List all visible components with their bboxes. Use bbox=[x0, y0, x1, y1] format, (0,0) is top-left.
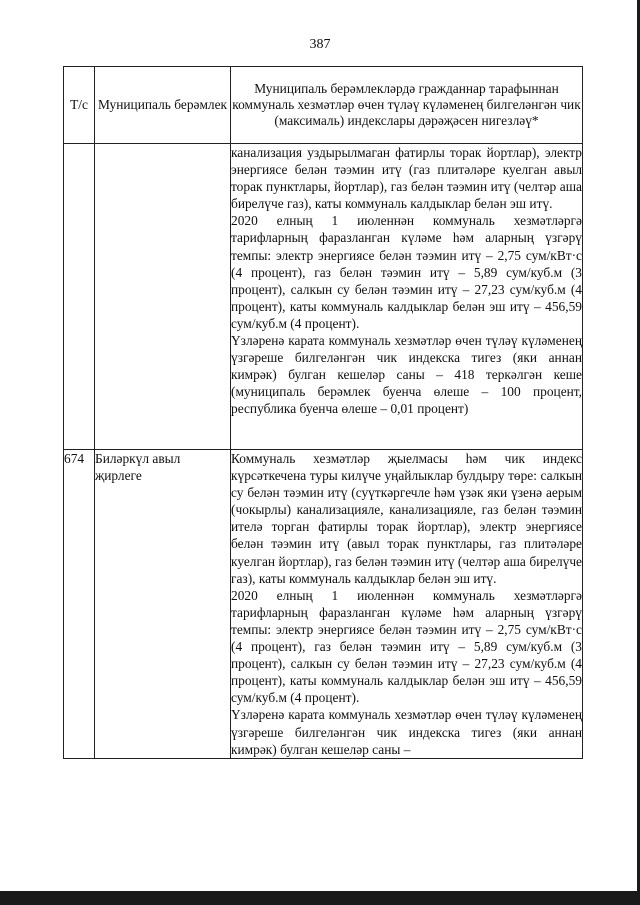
table-row bbox=[64, 144, 583, 450]
row-municipality: Биләркүл авыл җирлеге bbox=[95, 450, 231, 759]
justification-paragraph: канализация уздырылмаган фатирлы торак йортлар), электр энергиясе белән тәэмин итү (газ плитәләре куелган авыл торак пунктлары, йортлар), газ белән тәэмин итү (челтәр аша бирелүче газ), каты коммуналь калдыклар белән эш итү. bbox=[231, 145, 582, 212]
justification-paragraph: Коммуналь хезмәтләр җыелмасы һәм чик индекс күрсәткечена туры килүче уңайлыклар булдыру төре: салкын су белән тәэмин итү (суүткәргечле һәм үзәк яки үзенә аерым (чокырлы) канализацияле, канализацияле, газ белән тәэмин ителә торган фатирлы торак йортлар), электр энергиясе белән тәэмин итү (авыл торак пунктлары, газ плитәләре куелган йортлар), газ белән тәэмин итү (челтәр аша бирелүче газ), каты коммуналь калдыклар белән эш итү. bbox=[231, 451, 582, 586]
header-justification: Муниципаль берәмлекләрдә гражданнар тарафыннан коммуналь хезмәтләр өчен түләү күләменең билгеләнгән чик (максималь) индекслары дәрәҗәсен нигезләү* bbox=[231, 67, 583, 144]
row-justification bbox=[231, 144, 583, 450]
page-number: 387 bbox=[309, 37, 331, 52]
row-number: 674 bbox=[64, 450, 95, 759]
row-municipality bbox=[95, 144, 231, 450]
row-justification bbox=[231, 450, 583, 759]
justification-paragraph: Үзләренә карата коммуналь хезмәтләр өчен түләү күләменең үзгәреше билгеләнгән чик индекска тигез (яки аннан кимрәк) булган кешеләр саны – 418 теркәлгән кеше (муниципаль берәмлек буенча өлеше – 100 процент, республика буенча өлеше – 0,01 процент) bbox=[231, 333, 582, 417]
table-row bbox=[64, 450, 583, 759]
table-header-row bbox=[64, 67, 583, 144]
header-municipality: Муниципаль берәмлек bbox=[95, 67, 231, 144]
header-number: Т/с bbox=[64, 67, 95, 144]
justification-paragraph: Үзләренә карата коммуналь хезмәтләр өчен түләү күләменең үзгәреше билгеләнгән чик индекска тигез (яки аннан кимрәк) булган кешеләр саны – bbox=[231, 707, 582, 757]
justification-paragraph: 2020 елның 1 июленнән коммуналь хезмәтләргә тарифларның фаразланган күләме һәм аларның үзгәрү темпы: электр энергиясе белән тәэмин итү – 2,75 сум/кВт·с (4 процент), газ белән тәэмин итү – 5,89 сум/куб.м (3 процент), салкын су белән тәэмин итү – 27,23 сум/куб.м (4 процент), каты коммуналь калдыклар белән эш итү – 456,59 сум/куб.м (4 процент). bbox=[231, 213, 582, 331]
scan-edge-bottom bbox=[0, 891, 640, 905]
tariff-table bbox=[63, 66, 583, 759]
row-number bbox=[64, 144, 95, 450]
justification-paragraph: 2020 елның 1 июленнән коммуналь хезмәтләргә тарифларның фаразланган күләме һәм аларның үзгәрү темпы: электр энергиясе белән тәэмин итү – 2,75 сум/кВт·с (4 процент), газ белән тәэмин итү – 5,89 сум/куб.м (3 процент), салкын су белән тәэмин итү – 27,23 сум/куб.м (4 процент), каты коммуналь калдыклар белән эш итү – 456,59 сум/куб.м (4 процент). bbox=[231, 587, 582, 706]
